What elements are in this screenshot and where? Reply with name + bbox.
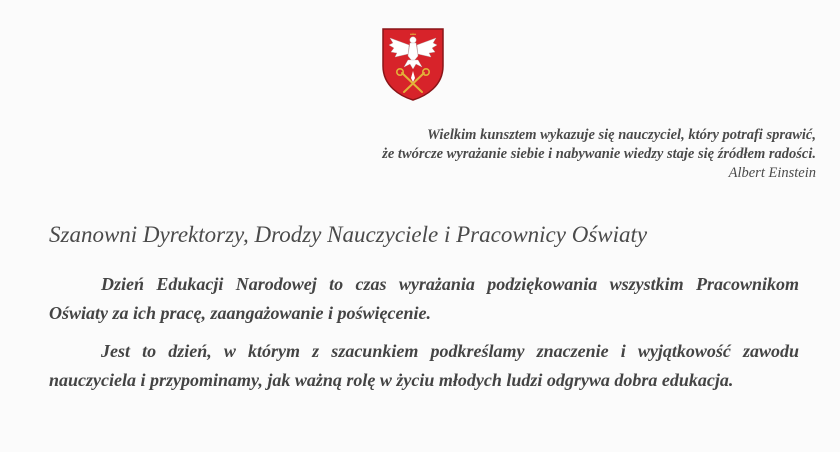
- quote-author: Albert Einstein: [728, 165, 816, 181]
- letter-body: [49, 270, 799, 404]
- greeting-heading: Szanowni Dyrektorzy, Drodzy Nauczyciele i Pracownicy Oświaty: [49, 222, 648, 247]
- paragraph-1: Dzień Edukacji Narodowej to czas wyrażania podziękowania wszystkim Pracownikom Oświaty za ich pracę, zaangażowanie i poświęcenie.: [49, 274, 799, 323]
- quote-line-2: że twórcze wyrażanie siebie i nabywanie wiedzy staje się źródłem radości.: [382, 146, 816, 162]
- epigraph-quote: [382, 126, 816, 183]
- quote-line-1: Wielkim kunsztem wykazuje się nauczyciel, który potrafi sprawić,: [427, 127, 816, 143]
- coat-of-arms-emblem: [380, 26, 446, 102]
- paragraph-2: Jest to dzień, w którym z szacunkiem podkreślamy znaczenie i wyjątkowość zawodu nauczyciela i przypominamy, jak ważną rolę w życiu młodych ludzi odgrywa dobra edukacja.: [49, 341, 799, 390]
